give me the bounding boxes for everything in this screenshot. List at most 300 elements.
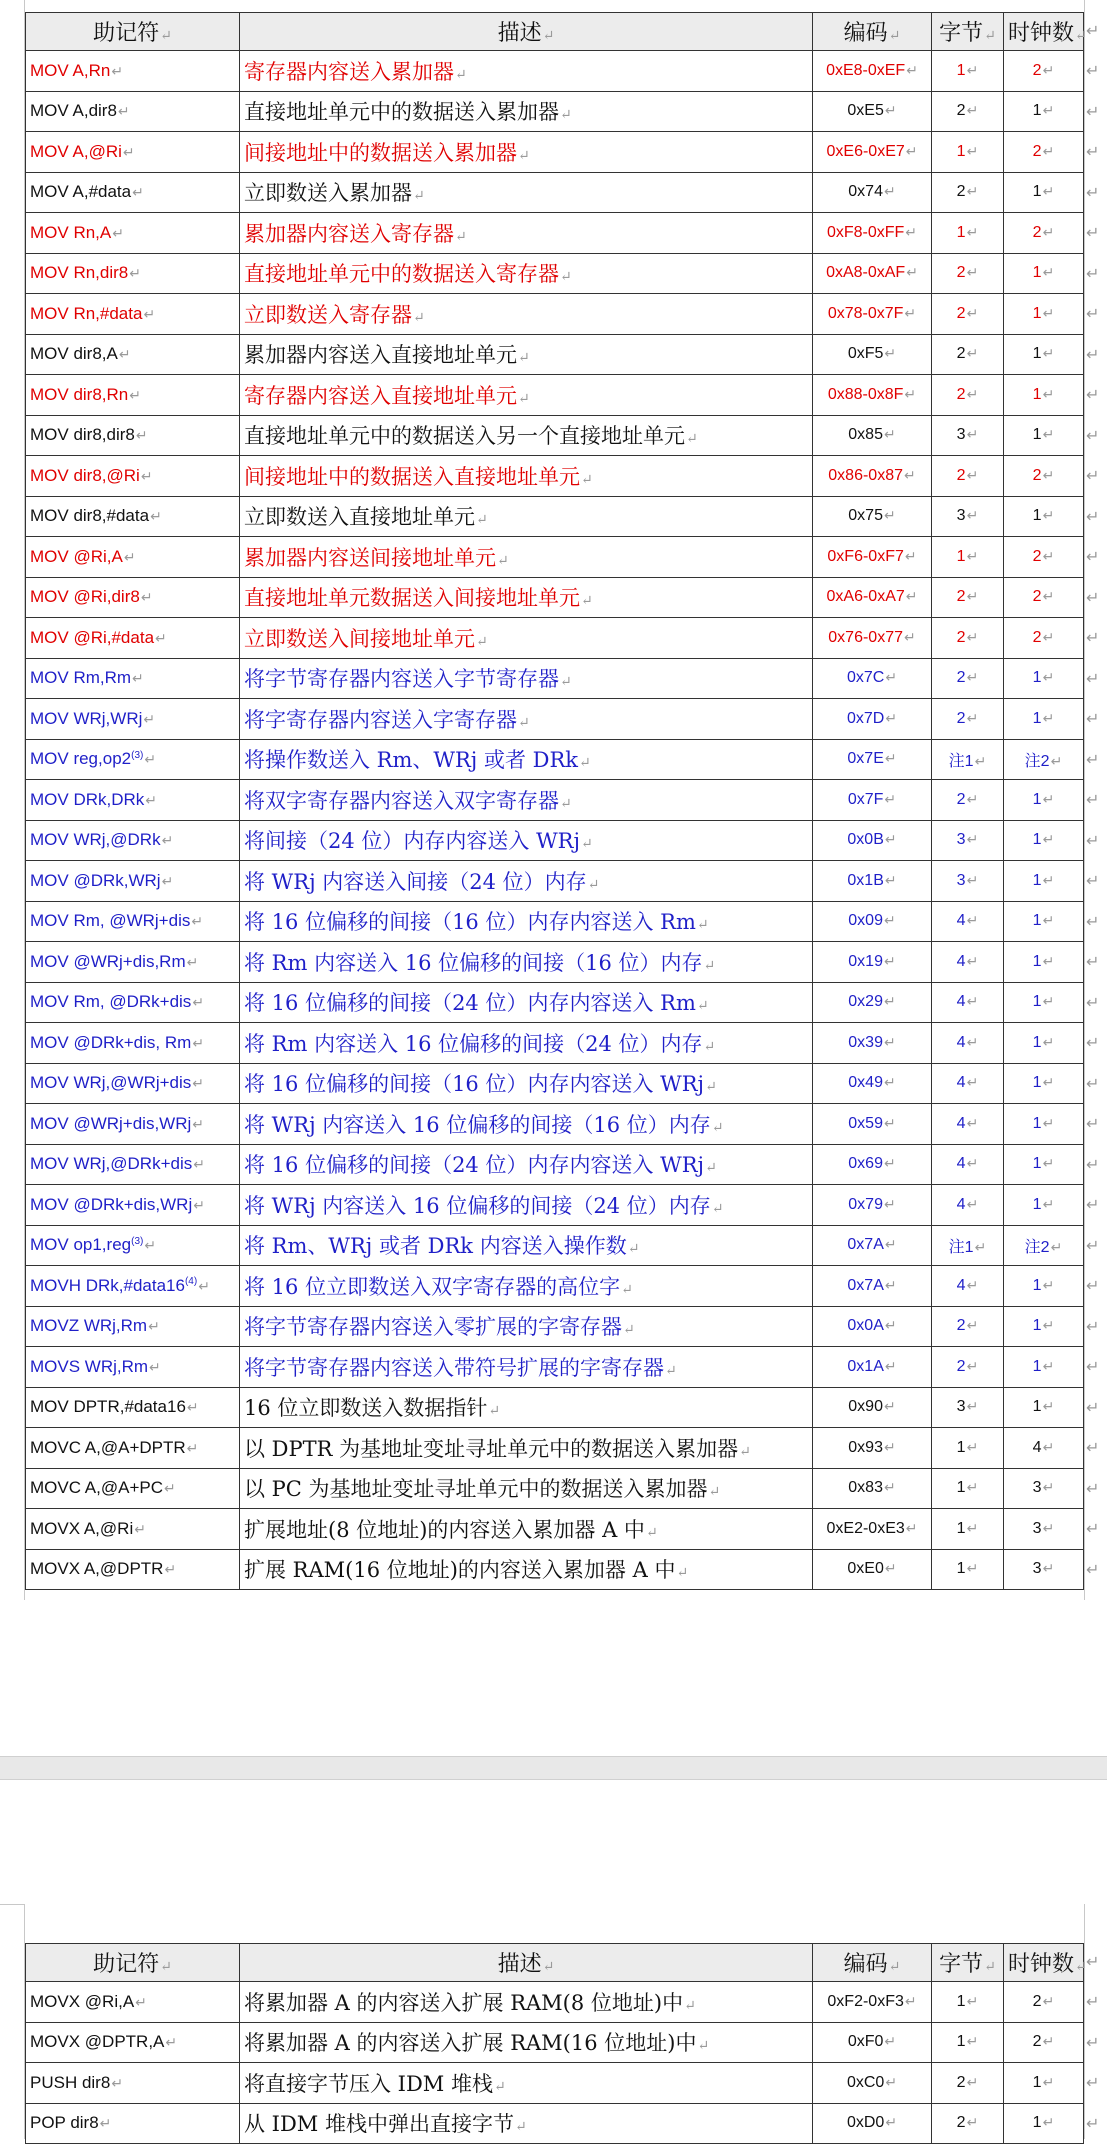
paragraph-mark: ↵ (966, 1114, 979, 1131)
table-row (26, 537, 1084, 578)
mnemonic-cell (26, 1549, 240, 1590)
opcode-cell (813, 1144, 932, 1185)
paragraph-mark: ↵ (904, 385, 917, 402)
cycles-cell (1004, 1549, 1084, 1590)
paragraph-mark: ↵ (883, 507, 896, 524)
opcode-cell-text: 0x76-0x77 (828, 628, 903, 646)
opcode-cell-text: 0x39 (848, 1033, 883, 1051)
cycles-cell (1004, 577, 1084, 618)
opcode-cell-text: 0x93 (848, 1438, 883, 1456)
mnemonic-cell-text: MOV Rm,Rm (30, 668, 132, 688)
cycles-cell (1004, 375, 1084, 416)
opcode-cell (813, 1266, 932, 1307)
paragraph-mark: ↵ (1042, 2033, 1055, 2050)
paragraph-mark: ↵ (1042, 912, 1055, 929)
mnemonic-cell-text: MOV @WRj+dis,Rm (30, 951, 186, 971)
description-cell-text: 将字节寄存器内容送入零扩展的字寄存器 (244, 1315, 622, 1340)
row-end-mark: ↵ (1086, 222, 1100, 242)
opcode-cell (813, 1509, 932, 1550)
table-row (26, 1266, 1084, 1307)
bytes-cell-text: 3 (956, 426, 966, 444)
opcode-cell (813, 1306, 932, 1347)
paragraph-mark: ↵ (966, 1074, 979, 1091)
paragraph-mark: ↵ (198, 1277, 210, 1294)
header-opcode (813, 13, 932, 51)
paragraph-mark: ↵ (413, 188, 425, 205)
cycles-cell-text: 2 (1032, 223, 1042, 241)
bytes-cell (932, 1063, 1004, 1104)
row-end-mark: ↵ (1086, 1952, 1100, 1971)
mnemonic-cell (26, 537, 240, 578)
cycles-cell-text: 3 (1032, 1519, 1042, 1537)
opcode-cell-text: 0xC0 (846, 2073, 885, 2091)
description-cell-text: 累加器内容送入寄存器 (244, 221, 454, 246)
paragraph-mark: ↵ (160, 28, 172, 44)
opcode-cell-text: 0x7E (847, 750, 884, 768)
bytes-cell-text: 2 (956, 183, 966, 201)
table-row (26, 1468, 1084, 1509)
mnemonic-cell-text: MOV WRj,WRj (30, 708, 143, 728)
paragraph-mark: ↵ (966, 1398, 979, 1415)
paragraph-mark: ↵ (884, 102, 897, 119)
description-cell (240, 1982, 813, 2023)
bytes-cell (932, 739, 1004, 780)
mnemonic-cell-text: MOVX A,@DPTR (30, 1559, 164, 1579)
paragraph-mark: ↵ (884, 1317, 897, 1334)
description-cell-text: 寄存器内容送入直接地址单元 (244, 383, 517, 408)
mnemonic-cell (26, 942, 240, 983)
instruction-table-page-2 (25, 1943, 1087, 2144)
bytes-cell-text: 1 (956, 1438, 966, 1456)
header-description-text: 描述 (497, 1952, 542, 1977)
opcode-cell-text: 0x85 (848, 426, 883, 444)
bytes-cell-text: 2 (956, 466, 966, 484)
mnemonic-cell-text: MOV reg,op2 (30, 749, 132, 769)
description-cell-text: 将字节寄存器内容送入带符号扩展的字寄存器 (244, 1355, 664, 1380)
cycles-cell (1004, 1306, 1084, 1347)
row-end-mark: ↵ (1086, 2032, 1100, 2052)
cycles-cell (1004, 91, 1084, 132)
paragraph-mark: ↵ (455, 66, 467, 83)
description-cell (240, 1185, 813, 1226)
header-cycles (1004, 1944, 1087, 1982)
paragraph-mark: ↵ (1042, 831, 1055, 848)
table-header-row (26, 1944, 1084, 1982)
opcode-cell (813, 1225, 932, 1266)
bytes-cell (932, 2022, 1004, 2063)
mnemonic-cell-text: MOV @DRk,WRj (30, 870, 161, 890)
header-mnemonic-text: 助记符 (93, 21, 160, 46)
paragraph-mark: ↵ (1042, 345, 1055, 362)
footnote-ref: (3) (131, 749, 144, 761)
mnemonic-cell-text: MOV Rm, @DRk+dis (30, 992, 192, 1012)
bytes-cell-text: 4 (956, 1114, 966, 1132)
paragraph-mark: ↵ (542, 28, 555, 44)
paragraph-mark: ↵ (1042, 142, 1055, 159)
cycles-cell-text: 1 (1032, 2114, 1042, 2132)
mnemonic-cell (26, 1266, 240, 1307)
paragraph-mark: ↵ (1042, 952, 1055, 969)
bytes-cell-text: 2 (956, 1317, 966, 1335)
row-end-mark: ↵ (1086, 546, 1100, 566)
row-end-mark: ↵ (1086, 344, 1100, 364)
opcode-cell-text: 0x7A (847, 1236, 884, 1254)
description-cell-text: 将 Rm 内容送入 16 位偏移的间接（24 位）内存 (244, 1031, 703, 1056)
opcode-cell (813, 51, 932, 92)
mnemonic-cell-text: MOV op1,reg (30, 1235, 132, 1255)
row-end-mark: ↵ (1086, 506, 1100, 526)
mnemonic-cell (26, 1185, 240, 1226)
opcode-cell (813, 2103, 932, 2144)
opcode-cell-text: 0xE2-0xE3 (826, 1519, 905, 1537)
paragraph-mark: ↵ (161, 832, 174, 849)
mnemonic-cell (26, 132, 240, 173)
bytes-cell-text: 4 (956, 993, 966, 1011)
cycles-cell (1004, 456, 1084, 497)
mnemonic-cell (26, 901, 240, 942)
paragraph-mark: ↵ (884, 1560, 897, 1577)
mnemonic-cell-text: MOV @Ri,dir8 (30, 587, 140, 607)
cycles-cell (1004, 1387, 1084, 1428)
paragraph-mark: ↵ (1042, 547, 1055, 564)
paragraph-mark: ↵ (1042, 1560, 1055, 1577)
mnemonic-cell-text: MOV Rn,#data (30, 303, 143, 323)
cycles-cell (1004, 1347, 1084, 1388)
paragraph-mark: ↵ (966, 871, 979, 888)
table-row (26, 1549, 1084, 1590)
row-end-mark: ↵ (1086, 992, 1100, 1012)
paragraph-mark: ↵ (186, 953, 199, 970)
opcode-cell (813, 132, 932, 173)
opcode-cell-text: 0x7C (846, 669, 885, 687)
description-cell (240, 820, 813, 861)
paragraph-mark: ↵ (581, 593, 593, 610)
paragraph-mark: ↵ (155, 629, 167, 646)
paragraph-mark: ↵ (966, 547, 979, 564)
table-row (26, 1347, 1084, 1388)
mnemonic-cell-text: MOV dir8,A (30, 344, 118, 364)
opcode-cell-text: 0xF2-0xF3 (827, 1992, 904, 2010)
description-cell-text: 将 WRj 内容送入间接（24 位）内存 (244, 869, 587, 894)
bytes-cell-text: 1 (956, 1479, 966, 1497)
paragraph-mark: ↵ (476, 633, 488, 650)
description-cell (240, 1509, 813, 1550)
description-cell-text: 立即数送入寄存器 (244, 302, 412, 327)
mnemonic-cell (26, 456, 240, 497)
description-cell (240, 1063, 813, 1104)
paragraph-mark: ↵ (966, 304, 979, 321)
paragraph-mark: ↵ (111, 2074, 124, 2091)
paragraph-mark: ↵ (884, 790, 897, 807)
cycles-cell-text: 1 (1032, 993, 1042, 1011)
description-cell (240, 699, 813, 740)
description-cell (240, 1266, 813, 1307)
bytes-cell-text: 1 (956, 2033, 966, 2051)
paragraph-mark: ↵ (966, 952, 979, 969)
paragraph-mark: ↵ (697, 2038, 710, 2055)
description-cell-text: 将 WRj 内容送入 16 位偏移的间接（24 位）内存 (244, 1193, 711, 1218)
table-row (26, 334, 1084, 375)
cycles-cell-text: 1 (1032, 1114, 1042, 1132)
paragraph-mark: ↵ (884, 1276, 897, 1293)
cycles-cell-text: 2 (1032, 1992, 1042, 2010)
table-row (26, 2063, 1084, 2104)
paragraph-mark: ↵ (705, 1160, 717, 1177)
paragraph-mark: ↵ (883, 1195, 896, 1212)
bytes-cell-text: 2 (956, 1357, 966, 1375)
cycles-cell (1004, 1982, 1084, 2023)
paragraph-mark: ↵ (966, 2073, 979, 2090)
paragraph-mark: ↵ (711, 1200, 724, 1217)
paragraph-mark: ↵ (888, 1959, 901, 1975)
cycles-cell (1004, 658, 1084, 699)
bytes-cell (932, 1185, 1004, 1226)
row-end-mark: ↵ (1086, 749, 1100, 769)
row-end-mark: ↵ (1086, 303, 1100, 323)
description-cell-text: 将间接（24 位）内存内容送入 WRj (244, 829, 580, 854)
description-cell (240, 780, 813, 821)
opcode-cell (813, 1468, 932, 1509)
bytes-cell (932, 1347, 1004, 1388)
header-mnemonic (26, 1944, 240, 1982)
paragraph-mark: ↵ (665, 1362, 677, 1379)
paragraph-mark: ↵ (905, 223, 918, 240)
opcode-cell (813, 1387, 932, 1428)
cycles-cell (1004, 1428, 1084, 1469)
mnemonic-cell (26, 496, 240, 537)
bytes-cell (932, 577, 1004, 618)
paragraph-mark: ↵ (904, 1992, 917, 2009)
opcode-cell (813, 1185, 932, 1226)
paragraph-mark: ↵ (122, 143, 135, 160)
footnote-ref: (3) (131, 1235, 144, 1247)
cycles-cell (1004, 51, 1084, 92)
cycles-cell-text: 1 (1032, 183, 1042, 201)
cycles-cell-text: 1 (1032, 1155, 1042, 1173)
paragraph-mark: ↵ (560, 107, 572, 124)
bytes-cell (932, 334, 1004, 375)
paragraph-mark: ↵ (192, 1075, 205, 1092)
mnemonic-cell (26, 2022, 240, 2063)
description-cell (240, 658, 813, 699)
description-cell-text: 以 PC 为基地址变址寻址单元中的数据送入累加器 (244, 1477, 708, 1502)
paragraph-mark: ↵ (884, 750, 897, 767)
cycles-cell-text: 注2 (1024, 752, 1050, 770)
opcode-cell-text: 0x49 (848, 1074, 883, 1092)
mnemonic-cell-text: MOV dir8,#data (30, 506, 150, 526)
cycles-cell (1004, 1063, 1084, 1104)
paragraph-mark: ↵ (885, 2114, 898, 2131)
mnemonic-cell (26, 1982, 240, 2023)
paragraph-mark: ↵ (1042, 1438, 1055, 1455)
description-cell (240, 1549, 813, 1590)
cycles-cell-text: 1 (1032, 1398, 1042, 1416)
paragraph-mark: ↵ (883, 1114, 896, 1131)
description-cell-text: 将 16 位偏移的间接（16 位）内存内容送入 WRj (244, 1072, 705, 1097)
mnemonic-cell-text: PUSH dir8 (30, 2072, 111, 2092)
bytes-cell-text: 注1 (948, 1238, 974, 1256)
row-end-mark: ↵ (1086, 60, 1100, 80)
cycles-cell-text: 1 (1032, 912, 1042, 930)
mnemonic-cell (26, 1306, 240, 1347)
bytes-cell-text: 2 (956, 2114, 966, 2132)
table-row (26, 456, 1084, 497)
paragraph-mark: ↵ (1042, 871, 1055, 888)
paragraph-mark: ↵ (686, 431, 698, 448)
cycles-cell (1004, 415, 1084, 456)
bytes-cell-text: 4 (956, 1276, 966, 1294)
paragraph-mark: ↵ (708, 1484, 721, 1501)
paragraph-mark: ↵ (696, 917, 709, 934)
mnemonic-cell (26, 739, 240, 780)
paragraph-mark: ↵ (1042, 2073, 1055, 2090)
bytes-cell-text: 4 (956, 1033, 966, 1051)
instruction-table-page-1 (25, 12, 1087, 1590)
paragraph-mark: ↵ (1042, 1992, 1055, 2009)
bytes-cell-text: 3 (956, 871, 966, 889)
paragraph-mark: ↵ (885, 709, 898, 726)
opcode-cell (813, 901, 932, 942)
cycles-cell (1004, 172, 1084, 213)
bytes-cell-text: 2 (956, 628, 966, 646)
mnemonic-cell (26, 1144, 240, 1185)
mnemonic-cell (26, 253, 240, 294)
mnemonic-cell (26, 375, 240, 416)
paragraph-mark: ↵ (884, 1236, 897, 1253)
description-cell (240, 1468, 813, 1509)
paragraph-mark: ↵ (884, 871, 897, 888)
row-end-mark: ↵ (1086, 1194, 1100, 1214)
row-end-mark: ↵ (1086, 830, 1100, 850)
table-row (26, 172, 1084, 213)
paragraph-mark: ↵ (966, 385, 979, 402)
description-cell-text: 立即数送入累加器 (244, 181, 412, 206)
opcode-cell (813, 577, 932, 618)
opcode-cell-text: 0x0B (847, 831, 884, 849)
paragraph-mark: ↵ (1042, 790, 1055, 807)
mnemonic-cell (26, 699, 240, 740)
bytes-cell (932, 1509, 1004, 1550)
paragraph-mark: ↵ (883, 426, 896, 443)
description-cell (240, 294, 813, 335)
cycles-cell (1004, 1144, 1084, 1185)
table-row (26, 1428, 1084, 1469)
cycles-cell-text: 2 (1032, 2033, 1042, 2051)
bytes-cell (932, 658, 1004, 699)
bytes-cell (932, 1104, 1004, 1145)
cycles-cell-text: 1 (1032, 669, 1042, 687)
table-row (26, 861, 1084, 902)
opcode-cell (813, 658, 932, 699)
paragraph-mark: ↵ (711, 1119, 724, 1136)
paragraph-mark: ↵ (739, 1443, 751, 1460)
row-end-mark: ↵ (1086, 789, 1100, 809)
row-end-mark: ↵ (1086, 2072, 1100, 2092)
bytes-cell (932, 699, 1004, 740)
bytes-cell (932, 1387, 1004, 1428)
paragraph-mark: ↵ (966, 61, 979, 78)
paragraph-mark: ↵ (966, 628, 979, 645)
cycles-cell-text: 1 (1032, 304, 1042, 322)
cycles-cell (1004, 537, 1084, 578)
row-end-mark: ↵ (1086, 1235, 1100, 1255)
paragraph-mark: ↵ (966, 2114, 979, 2131)
description-cell-text: 直接地址单元数据送入间接地址单元 (244, 586, 580, 611)
cycles-cell-text: 1 (1032, 385, 1042, 403)
description-cell-text: 将 16 位偏移的间接（24 位）内存内容送入 Rm (244, 991, 696, 1016)
paragraph-mark: ↵ (883, 912, 896, 929)
mnemonic-cell (26, 172, 240, 213)
paragraph-mark: ↵ (192, 1115, 205, 1132)
row-end-mark: ↵ (1086, 1397, 1100, 1417)
mnemonic-cell (26, 780, 240, 821)
paragraph-mark: ↵ (966, 2033, 979, 2050)
table-row (26, 2022, 1084, 2063)
mnemonic-cell-text: MOVC A,@A+PC (30, 1478, 163, 1498)
description-cell (240, 91, 813, 132)
opcode-cell-text: 0x1B (847, 871, 884, 889)
opcode-cell-text: 0x83 (848, 1479, 883, 1497)
paragraph-mark: ↵ (623, 1322, 635, 1339)
description-cell (240, 739, 813, 780)
mnemonic-cell (26, 1347, 240, 1388)
mnemonic-cell-text: MOV dir8,dir8 (30, 425, 135, 445)
cycles-cell (1004, 942, 1084, 983)
bytes-cell (932, 375, 1004, 416)
row-end-mark: ↵ (1086, 425, 1100, 445)
description-cell-text: 间接地址中的数据送入直接地址单元 (244, 464, 580, 489)
paragraph-mark: ↵ (888, 28, 901, 44)
description-cell-text: 直接地址单元中的数据送入另一个直接地址单元 (244, 424, 685, 449)
mnemonic-cell-text: MOV Rn,A (30, 222, 112, 242)
description-cell-text: 累加器内容送间接地址单元 (244, 545, 496, 570)
paragraph-mark: ↵ (883, 1479, 896, 1496)
description-cell-text: 将 WRj 内容送入 16 位偏移的间接（16 位）内存 (244, 1112, 711, 1137)
description-cell (240, 618, 813, 659)
bytes-cell (932, 901, 1004, 942)
cycles-cell-text: 1 (1032, 1033, 1042, 1051)
paragraph-mark: ↵ (884, 1357, 897, 1374)
bytes-cell (932, 618, 1004, 659)
bytes-cell (932, 253, 1004, 294)
opcode-cell (813, 1428, 932, 1469)
paragraph-mark: ↵ (579, 755, 591, 772)
bytes-cell-text: 4 (956, 1074, 966, 1092)
description-cell (240, 1104, 813, 1145)
opcode-cell-text: 0xF5 (847, 345, 884, 363)
mnemonic-cell (26, 1468, 240, 1509)
row-end-mark: ↵ (1086, 101, 1100, 121)
table-row (26, 577, 1084, 618)
row-end-mark: ↵ (1086, 668, 1100, 688)
description-cell-text: 以 DPTR 为基地址变址寻址单元中的数据送入累加器 (244, 1436, 739, 1461)
bytes-cell (932, 294, 1004, 335)
opcode-cell-text: 0xA8-0xAF (826, 264, 906, 282)
bytes-cell (932, 2103, 1004, 2144)
paragraph-mark: ↵ (966, 588, 979, 605)
row-end-mark: ↵ (1086, 384, 1100, 404)
paragraph-mark: ↵ (134, 1520, 146, 1537)
bytes-cell-text: 2 (956, 385, 966, 403)
cycles-cell-text: 1 (1032, 1195, 1042, 1213)
bytes-cell-text: 2 (956, 669, 966, 687)
row-end-mark: ↵ (1086, 1518, 1100, 1538)
bytes-cell (932, 780, 1004, 821)
opcode-cell-text: 0x74 (848, 183, 883, 201)
table-row (26, 1982, 1084, 2023)
mnemonic-cell (26, 51, 240, 92)
description-cell (240, 2022, 813, 2063)
